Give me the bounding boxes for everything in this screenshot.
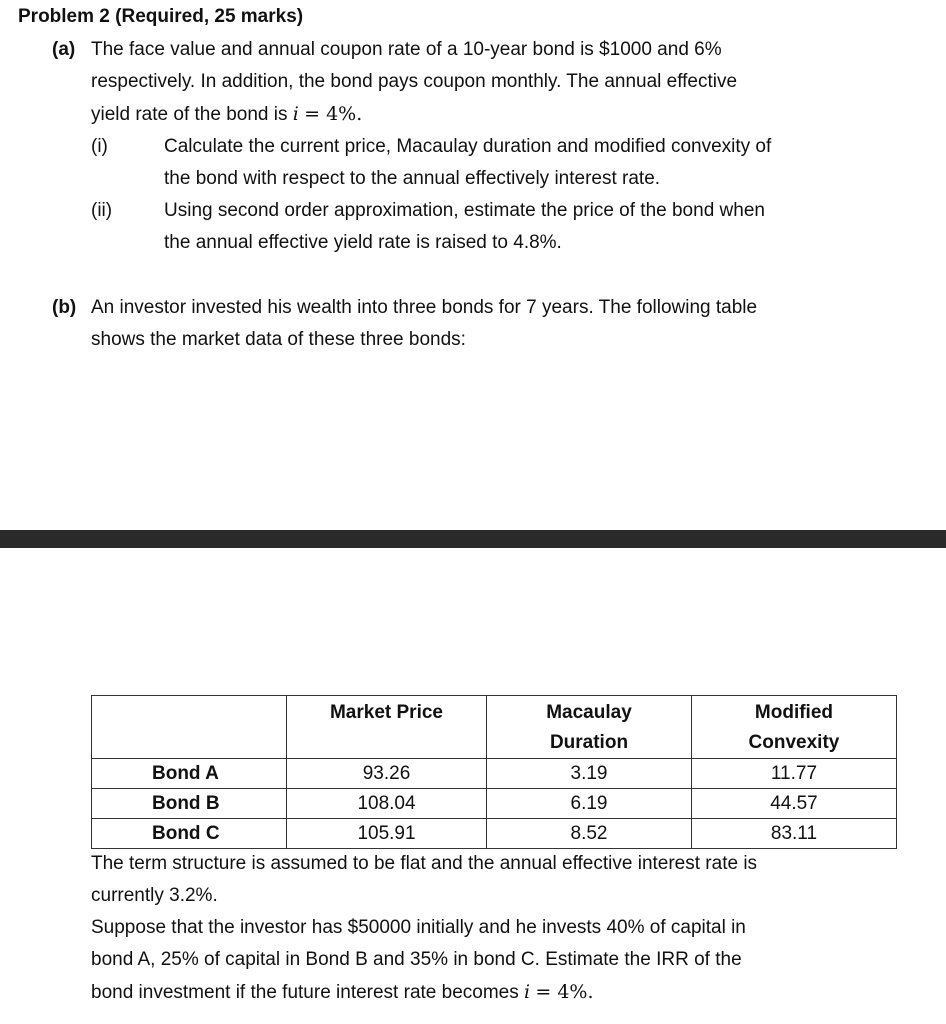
part-a-label: (a) <box>52 39 76 60</box>
table-header-blank <box>92 696 287 759</box>
part-b-line-1: An investor invested his wealth into three bonds for 7 years. The following table <box>91 297 758 318</box>
part-b-label: (b) <box>52 297 77 318</box>
problem-title: Problem 2 (Required, 25 marks) <box>18 6 304 27</box>
table-row <box>92 759 897 789</box>
market-price-cell: 93.26 <box>286 759 486 789</box>
part-a-line-3 <box>91 103 362 126</box>
modified-convexity-cell: 11.77 <box>691 759 896 789</box>
sub-ii-label: (ii) <box>91 200 113 221</box>
table-header-macaulay-duration <box>487 696 692 759</box>
part-b-line-2: shows the market data of these three bonds: <box>91 329 466 350</box>
final-prefix: bond investment if the future interest rate becomes <box>91 982 519 1003</box>
modified-convexity-cell: 83.11 <box>691 819 896 849</box>
table-row <box>92 789 897 819</box>
sub-i-line-1: Calculate the current price, Macaulay duration and modified convexity of <box>164 136 772 157</box>
macaulay-duration-cell: 3.19 <box>487 759 692 789</box>
bond-name-cell: Bond A <box>92 759 287 789</box>
after-table-line-3: Suppose that the investor has $50000 initially and he invests 40% of capital in <box>91 917 746 938</box>
market-price-cell: 105.91 <box>286 819 486 849</box>
table-header-market-price <box>286 696 486 759</box>
header-modified-text: Modified <box>754 702 834 723</box>
page-divider <box>0 530 946 548</box>
bond-name-cell: Bond B <box>92 789 287 819</box>
part-a-line-2: respectively. In addition, the bond pays coupon monthly. The annual effective <box>91 71 738 92</box>
after-table-line-1: The term structure is assumed to be flat and the annual effective interest rate is <box>91 853 758 874</box>
after-table-line-2: currently 3.2%. <box>91 885 218 906</box>
sub-i-label: (i) <box>91 136 108 157</box>
macaulay-duration-cell: 8.52 <box>487 819 692 849</box>
yield-equation: = 4%. <box>304 103 363 125</box>
header-convexity-text: Convexity <box>748 732 840 753</box>
part-a-line-1: The face value and annual coupon rate of a 10-year bond is $1000 and 6% <box>91 39 722 60</box>
yield-prefix: yield rate of the bond is <box>91 104 288 125</box>
header-macaulay-text: Macaulay <box>546 702 632 723</box>
final-equation: = 4%. <box>535 981 594 1003</box>
sub-i-line-2: the bond with respect to the annual effectively interest rate. <box>164 168 661 189</box>
final-variable: i <box>524 981 531 1003</box>
header-duration-text: Duration <box>549 732 629 753</box>
after-table-line-5 <box>91 981 594 1004</box>
after-table-line-4: bond A, 25% of capital in Bond B and 35% in bond C. Estimate the IRR of the <box>91 949 742 970</box>
modified-convexity-cell: 44.57 <box>691 789 896 819</box>
table-header-modified-convexity <box>691 696 896 759</box>
yield-variable: i <box>292 103 299 125</box>
header-market-price-text: Market Price <box>329 702 443 723</box>
table-header-row <box>92 696 897 759</box>
sub-ii-line-1: Using second order approximation, estimate the price of the bond when <box>164 200 765 221</box>
table-row <box>92 819 897 849</box>
bond-name-cell: Bond C <box>92 819 287 849</box>
market-price-cell: 108.04 <box>286 789 486 819</box>
sub-ii-line-2: the annual effective yield rate is raised to 4.8%. <box>164 232 562 253</box>
macaulay-duration-cell: 6.19 <box>487 789 692 819</box>
market-data-table <box>91 695 897 849</box>
